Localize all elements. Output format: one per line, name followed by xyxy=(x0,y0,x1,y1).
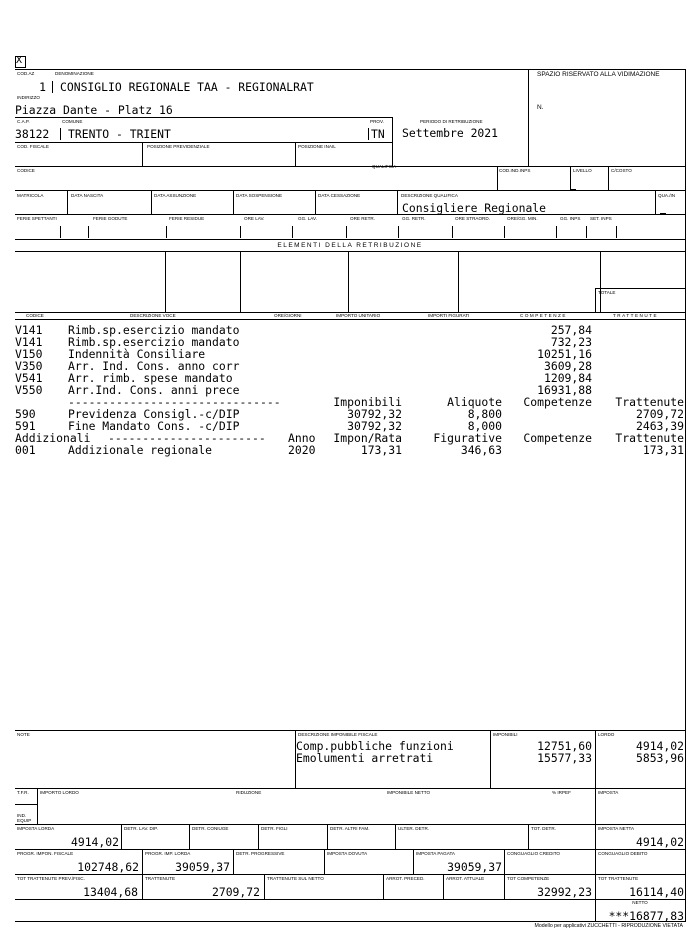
label-irpef: % IRPEF xyxy=(552,790,571,795)
label-gg-inps: GG. INPS xyxy=(560,216,581,221)
label-ferie-godute: FERIE GODUTE xyxy=(93,216,128,221)
row-codice: V541 xyxy=(15,371,43,385)
label-ulter-detr: ULTER. DETR. xyxy=(398,826,430,831)
label-cod-fiscale: COD. FISCALE xyxy=(17,144,49,149)
row-descrizione: Arr.Ind. Cons. anni prece xyxy=(68,383,240,397)
addiz-anno: Anno xyxy=(288,431,316,445)
addiz-dashes: ----------------------- xyxy=(108,431,266,445)
indirizzo-value: Piazza Dante - Platz 16 xyxy=(15,103,173,117)
row-competenze: 10251,16 xyxy=(537,347,592,361)
label-pos-previdenziale: POSIZIONE PREVIDENZIALE xyxy=(147,144,210,149)
imposta-lorda-value: 4914,02 xyxy=(70,835,119,849)
periodo-value: Settembre 2021 xyxy=(402,126,499,140)
label-conguaglio-debito: CONGUAGLIO DEBITO xyxy=(598,851,648,856)
row-imponibili: 30792,32 xyxy=(347,419,402,433)
label-progr-imp-lorda: PROGR. IMP. LORDA xyxy=(145,851,191,856)
row-codice: V150 xyxy=(15,347,43,361)
label-arrot-preced: ARROT. PRECED. xyxy=(386,876,425,881)
row-descrizione: Rimb.sp.esercizio mandato xyxy=(68,323,240,337)
label-detr-lav-dip: DETR. LAV. DIP. xyxy=(124,826,158,831)
row-codice: V141 xyxy=(15,323,43,337)
label-ccosto: C/COSTO xyxy=(611,168,632,173)
note-descrizione: Comp.pubbliche funzioni xyxy=(296,739,454,753)
label-riduzione: RIDUZIONE xyxy=(236,790,262,795)
label-gg-retr: GG. RETR. xyxy=(402,216,426,221)
label-detr-altri-fam: DETR. ALTRI FAM. xyxy=(330,826,370,831)
footer-note: Modello per applicativi ZUCCHETTI - RIPRODUZIONE VIETATA xyxy=(534,923,683,929)
label-descrizione-qualifica: DESCRIZIONE QUALIFICA xyxy=(401,193,458,198)
row-descrizione: Rimb.sp.esercizio mandato xyxy=(68,335,240,349)
col-descrizione: DESCRIZIONE VOCE xyxy=(130,313,176,318)
row-descrizione: Addizionale regionale xyxy=(68,443,213,457)
label-n: N. xyxy=(537,104,544,111)
label-periodo: PERIODO DI RETRIBUZIONE xyxy=(420,119,483,124)
row-aliquote: 8,800 xyxy=(467,407,502,421)
checkbox-mark: X xyxy=(16,55,23,66)
row-descrizione: Arr. Ind. Cons. anno corr xyxy=(68,359,240,373)
note-imponibile: 12751,60 xyxy=(537,739,592,753)
label-tot-competenze: TOT COMPETENZE xyxy=(507,876,550,881)
note-lordo: 4914,02 xyxy=(635,739,684,753)
elementi-title: ELEMENTI DELLA RETRIBUZIONE xyxy=(277,242,423,249)
label-imposta-pagata: IMPOSTA PAGATA xyxy=(416,851,455,856)
label-cap: C.A.P. xyxy=(17,119,30,124)
label-matricola: MATRICOLA xyxy=(17,193,44,198)
descrizione-qualifica-value: Consigliere Regionale xyxy=(402,201,547,215)
label-data-nascita: DATA NASCITA xyxy=(71,193,104,198)
label-pos-inail: POSIZIONE INAIL xyxy=(298,144,336,149)
label-denominazione: DENOMINAZIONE xyxy=(55,71,94,76)
label-ferie-spettanti: FERIE SPETTANTI xyxy=(17,216,57,221)
checkbox[interactable] xyxy=(15,56,26,68)
label-note: NOTE xyxy=(17,732,30,737)
label-comune: COMUNE xyxy=(62,119,83,124)
row-competenze: 732,23 xyxy=(550,335,592,349)
label-data-cessazione: DATA CESSAZIONE xyxy=(318,193,361,198)
label-tfr: T.F.R. xyxy=(17,790,29,795)
comune-value: TRENTO - TRIENT xyxy=(68,127,171,141)
contrib-imponibili: Imponibili xyxy=(333,395,402,409)
progr-imp-lorda-value: 39059,37 xyxy=(175,860,230,874)
row-codice: 001 xyxy=(15,443,36,457)
row-codice: V141 xyxy=(15,335,43,349)
label-indirizzo: INDIRIZZO xyxy=(17,95,40,100)
trattenute-value: 2709,72 xyxy=(211,885,260,899)
addiz-trattenute: Trattenute xyxy=(615,431,684,445)
addiz-impon-rata: Impon/Rata xyxy=(333,431,402,445)
label-totale: TOTALE xyxy=(598,290,616,295)
col-importo-unitario: IMPORTO UNITARIO xyxy=(336,313,381,318)
col-codice: CODICE xyxy=(26,313,44,318)
note-imponibile: 15577,33 xyxy=(537,751,592,765)
contrib-aliquote: Aliquote xyxy=(447,395,502,409)
label-data-assunzione: DATA ASSUNZIONE xyxy=(154,193,197,198)
label-detr-progressive: DETR. PROGRESSIVE xyxy=(236,851,285,856)
label-ind-equip: IND. EQUIP xyxy=(17,813,32,823)
addiz-label: Addizionali xyxy=(15,431,91,445)
label-imposta-lorda: IMPOSTA LORDA xyxy=(17,826,55,831)
row-codice: 591 xyxy=(15,419,36,433)
tot-competenze-value: 32992,23 xyxy=(537,885,592,899)
row-descrizione: Fine Mandato Cons. -c/DIP xyxy=(68,419,240,433)
label-gg-lav: GG. LAV. xyxy=(298,216,317,221)
label-imposta-netta: IMPOSTA NETTA xyxy=(598,826,635,831)
row-codice: V550 xyxy=(15,383,43,397)
row-descrizione: Indennità Consiliare xyxy=(68,347,206,361)
label-spazio-vidimazione: SPAZIO RISERVATO ALLA VIDIMAZIONE xyxy=(537,71,660,78)
row-competenze: 3609,28 xyxy=(543,359,592,373)
label-ore-gg-min: ORE/GG. MIN. xyxy=(507,216,538,221)
col-importi-figurati: IMPORTI FIGURATI xyxy=(428,313,470,318)
label-netto: NETTO xyxy=(632,900,648,905)
row-figurative: 346,63 xyxy=(460,443,502,457)
label-imposta: IMPOSTA xyxy=(598,790,619,795)
label-qua-in: QUA./IN xyxy=(658,193,676,198)
row-competenze: 1209,84 xyxy=(543,371,592,385)
label-importo-lordo: IMPORTO LORDO xyxy=(40,790,79,795)
label-detr-coniuge: DETR. CONIUGE xyxy=(192,826,229,831)
label-imponibile-netto: IMPONIBILE NETTO xyxy=(387,790,431,795)
label-conguaglio-credito: CONGUAGLIO CREDITO xyxy=(507,851,561,856)
label-cod-ind-inps: COD.IND.INPS xyxy=(499,168,531,173)
row-trattenute: 2463,39 xyxy=(635,419,684,433)
row-trattenute: 2709,72 xyxy=(635,407,684,421)
row-trattenute: 173,31 xyxy=(642,443,684,457)
label-data-sospensione: DATA SOSPENSIONE xyxy=(236,193,283,198)
contrib-trattenute: Trattenute xyxy=(615,395,684,409)
row-descrizione: Previdenza Consigl.-c/DIP xyxy=(68,407,240,421)
label-ore-retr: ORE RETR. xyxy=(350,216,376,221)
label-imposta-dovuta: IMPOSTA DOVUTA xyxy=(327,851,368,856)
label-trattenute-sul-netto: TRATTENUTE SUL NETTO xyxy=(267,876,324,881)
label-codice: CODICE xyxy=(17,168,35,173)
contrib-dashes: ------------------------------- xyxy=(68,395,281,409)
row-descrizione: Arr. rimb. spese mandato xyxy=(68,371,233,385)
col-competenze: COMPETENZE xyxy=(520,313,567,318)
label-ore-lav: ORE LAV. xyxy=(244,216,265,221)
row-competenze: 16931,88 xyxy=(537,383,592,397)
label-arrot-attuale: ARROT. ATTUALE xyxy=(446,876,485,881)
imposta-pagata-value: 39059,37 xyxy=(447,860,502,874)
label-descrizione-imponibile: DESCRIZIONE IMPONIBILE FISCALE xyxy=(298,732,378,737)
label-progr-impon-fiscale: PROGR. IMPON. FISCALE xyxy=(17,851,74,856)
tot-trattenute-prev-value: 13404,68 xyxy=(83,885,138,899)
label-ore-straord: ORE STRAORD. xyxy=(455,216,490,221)
imposta-netta-value: 4914,02 xyxy=(635,835,684,849)
prov-value: TN xyxy=(371,127,385,141)
label-lordo: LORDO xyxy=(598,732,615,737)
row-codice: V350 xyxy=(15,359,43,373)
label-trattenute: TRATTENUTE xyxy=(145,876,176,881)
label-cod-az: COD.AZ xyxy=(17,71,35,76)
label-set-inps: SET. INPS xyxy=(590,216,612,221)
col-ore-giorni: ORE/GIORNI xyxy=(274,313,302,318)
row-impon-rata: 173,31 xyxy=(360,443,402,457)
row-imponibili: 30792,32 xyxy=(347,407,402,421)
addiz-competenze: Competenze xyxy=(523,431,592,445)
row-codice: 590 xyxy=(15,407,36,421)
note-descrizione: Emolumenti arretrati xyxy=(296,751,434,765)
contrib-competenze: Competenze xyxy=(523,395,592,409)
addiz-figurative: Figurative xyxy=(433,431,502,445)
label-ferie-residue: FERIE RESIDUE xyxy=(169,216,205,221)
label-imponibili: IMPONIBILI xyxy=(493,732,518,737)
row-competenze: 257,84 xyxy=(550,323,592,337)
tot-trattenute-value: 16114,40 xyxy=(629,885,684,899)
label-tot-trattenute-prev: TOT TRATTENUTE PREV./FISC. xyxy=(17,876,85,881)
cap-value: 38122 xyxy=(15,127,50,141)
label-tot-detr: TOT. DETR. xyxy=(531,826,556,831)
row-anno: 2020 xyxy=(288,443,316,457)
label-tot-trattenute: TOT TRATTENUTE xyxy=(598,876,639,881)
note-lordo: 5853,96 xyxy=(635,751,684,765)
label-detr-figli: DETR. FIGLI xyxy=(261,826,288,831)
col-trattenute: TRATTENUTE xyxy=(613,313,659,318)
denominazione-value: CONSIGLIO REGIONALE TAA - REGIONALRAT xyxy=(60,80,314,94)
cod-az-value: 1 xyxy=(39,80,46,94)
label-prov: PROV. xyxy=(370,119,384,124)
netto-value: ***16877,83 xyxy=(608,909,684,923)
label-qualifica: QUALIFICA xyxy=(372,164,397,169)
progr-impon-fiscale-value: 102748,62 xyxy=(77,860,139,874)
row-aliquote: 8,000 xyxy=(467,419,502,433)
label-livello: LIVELLO xyxy=(573,168,592,173)
